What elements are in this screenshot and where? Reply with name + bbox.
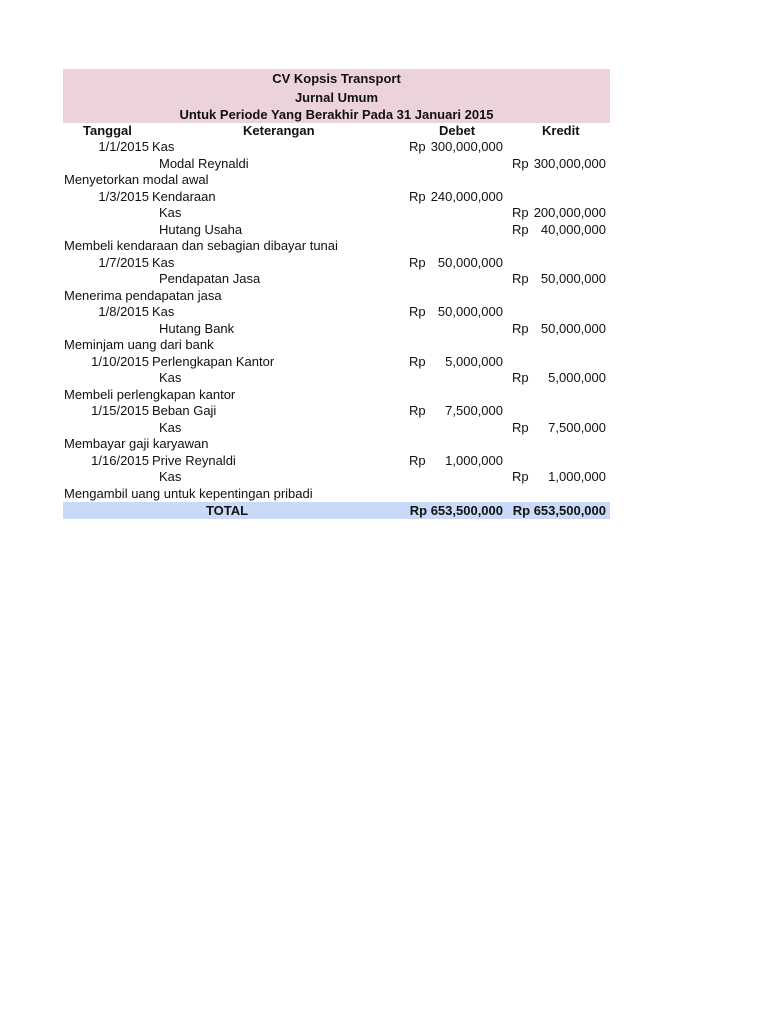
entry-debit-row <box>63 403 610 420</box>
entry-note: Mengambil uang untuk kepentingan pribadi <box>64 485 313 501</box>
entry-date: 1/16/2015 <box>91 452 149 468</box>
entry-note: Membeli kendaraan dan sebagian dibayar tunai <box>64 238 338 253</box>
entry-debit-row <box>63 255 610 272</box>
total-credit: Rp 653,500,000 <box>512 503 606 518</box>
currency-label: Rp <box>409 304 426 319</box>
currency-label: Rp <box>409 139 426 154</box>
credit-amount: 40,000,000 <box>540 221 606 237</box>
debit-amount: 5,000,000 <box>445 353 503 369</box>
credit-account: Modal Reynaldi <box>159 155 249 171</box>
credit-amount: 5,000,000 <box>548 370 606 385</box>
entry-date: 1/15/2015 <box>91 403 149 418</box>
journal-sheet <box>63 69 610 519</box>
total-row <box>63 502 610 519</box>
debit-account: Perlengkapan Kantor <box>152 353 275 369</box>
entry-credit-row <box>63 370 610 387</box>
entry-note-row <box>63 387 610 404</box>
currency-label: Rp <box>512 271 529 286</box>
credit-account: Hutang Usaha <box>159 221 243 237</box>
credit-account: Kas <box>159 469 182 484</box>
currency-label: Rp <box>409 452 426 468</box>
entry-credit-row <box>63 205 610 222</box>
entry-note: Menerima pendapatan jasa <box>64 287 222 303</box>
debit-amount: 300,000,000 <box>430 139 503 154</box>
debit-amount: 240,000,000 <box>430 188 503 204</box>
entry-note-row <box>63 172 610 189</box>
currency-label: Rp <box>409 188 426 204</box>
credit-amount: 50,000,000 <box>540 271 606 286</box>
entry-note-row <box>63 288 610 305</box>
col-debet: Debet <box>439 123 476 138</box>
column-headers <box>63 123 610 139</box>
credit-amount: 200,000,000 <box>533 205 606 220</box>
debit-account: Kas <box>152 139 175 154</box>
currency-label: Rp <box>512 469 529 484</box>
total-debit: Rp 653,500,000 <box>409 503 503 518</box>
entry-debit-row <box>63 189 610 206</box>
debit-amount: 50,000,000 <box>437 254 503 270</box>
entry-note: Meminjam uang dari bank <box>64 337 214 352</box>
currency-label: Rp <box>409 403 426 418</box>
entry-credit-row <box>63 321 610 338</box>
entry-date: 1/10/2015 <box>91 353 149 369</box>
debit-account: Kendaraan <box>152 188 216 204</box>
debit-amount: 50,000,000 <box>437 304 503 319</box>
currency-label: Rp <box>512 370 529 385</box>
journal-entries <box>63 139 610 502</box>
debit-account: Kas <box>152 254 175 270</box>
entry-debit-row <box>63 304 610 321</box>
entry-date: 1/8/2015 <box>98 304 149 319</box>
entry-date: 1/7/2015 <box>98 254 149 270</box>
currency-label: Rp <box>512 155 529 171</box>
entry-note-row <box>63 486 610 503</box>
entry-debit-row <box>63 354 610 371</box>
entry-credit-row <box>63 271 610 288</box>
credit-account: Pendapatan Jasa <box>159 271 261 286</box>
total-label: TOTAL <box>205 503 249 518</box>
col-keterangan: Keterangan <box>243 123 315 138</box>
company-name: CV Kopsis Transport <box>272 71 401 86</box>
entry-note: Membayar gaji karyawan <box>64 436 209 451</box>
credit-account: Hutang Bank <box>159 320 235 336</box>
entry-note-row <box>63 337 610 354</box>
debit-amount: 1,000,000 <box>445 452 503 468</box>
currency-label: Rp <box>409 353 426 369</box>
entry-credit-row <box>63 222 610 239</box>
entry-credit-row <box>63 420 610 437</box>
debit-account: Prive Reynaldi <box>152 452 236 468</box>
entry-note: Menyetorkan modal awal <box>64 172 209 187</box>
credit-account: Kas <box>159 370 182 385</box>
entry-note-row <box>63 238 610 255</box>
debit-account: Beban Gaji <box>152 403 217 418</box>
credit-amount: 300,000,000 <box>533 155 606 171</box>
debit-amount: 7,500,000 <box>445 403 503 418</box>
journal-header <box>63 69 610 123</box>
entry-credit-row <box>63 469 610 486</box>
report-title: Jurnal Umum <box>294 90 379 105</box>
currency-label: Rp <box>409 254 426 270</box>
credit-amount: 1,000,000 <box>548 469 606 484</box>
col-tanggal: Tanggal <box>83 123 132 138</box>
entry-debit-row <box>63 139 610 156</box>
entry-credit-row <box>63 156 610 173</box>
credit-amount: 50,000,000 <box>540 320 606 336</box>
currency-label: Rp <box>512 419 529 435</box>
entry-note: Membeli perlengkapan kantor <box>64 386 236 402</box>
entry-debit-row <box>63 453 610 470</box>
entry-date: 1/3/2015 <box>98 188 149 204</box>
credit-account: Kas <box>159 419 182 435</box>
credit-account: Kas <box>159 205 182 220</box>
entry-date: 1/1/2015 <box>98 139 149 154</box>
entry-note-row <box>63 436 610 453</box>
currency-label: Rp <box>512 221 529 237</box>
col-kredit: Kredit <box>542 123 580 138</box>
report-period: Untuk Periode Yang Berakhir Pada 31 Januari 2015 <box>179 107 494 122</box>
credit-amount: 7,500,000 <box>548 419 606 435</box>
currency-label: Rp <box>512 205 529 220</box>
currency-label: Rp <box>512 320 529 336</box>
debit-account: Kas <box>152 304 175 319</box>
